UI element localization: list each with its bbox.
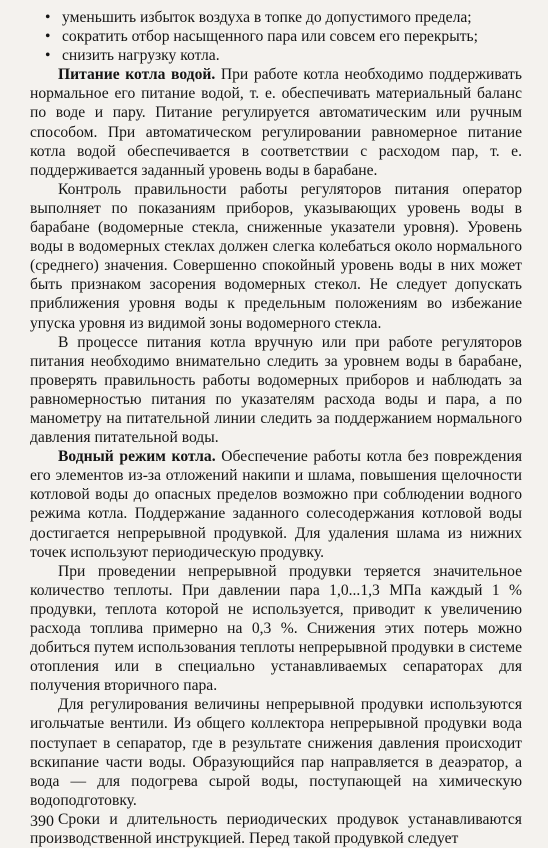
paragraph-periodic-blowdown bbox=[30, 810, 522, 848]
paragraph-manual-feeding bbox=[30, 333, 522, 448]
paragraph-text: При проведении непрерывной продувки теряется значительное количество теплоты. При давлении пара 1,0...1,3 МПа каждый 1 % продувки, теплота которой не используется, приводит к увеличению расхода топлива примерно на 0,3 %. Снижения этих потерь можно добиться путем использования теплоты непрерывной продувки в системе отопления или в специально устанавливаемых сепараторах для получения вторичного пара. bbox=[30, 562, 522, 695]
paragraph-continuous-blowdown bbox=[30, 562, 522, 696]
paragraph-level-control bbox=[30, 180, 522, 333]
paragraph-text: Контроль правильности работы регуляторов питания оператор выполняет по показаниям приборов, указывающих уровень воды в барабане (водомерные стекла, сниженные указатели уровня). Уровень воды в водомерных стеклах должен слегка колебаться около нормального (среднего) значения. Совершенно спокойный уровень воды в них может быть признаком засорения водомерных стекол. Не следует допускать приближения уровня воды к предельным положениям во избежание упуска уровня из видимой зоны водомерного стекла. bbox=[30, 180, 522, 332]
list-item: • сократить отбор насыщенного пара или совсем его перекрыть; bbox=[62, 27, 522, 46]
paragraph-text: Обеспечение работы котла без повреждения его элементов из-за отложений накипи и шлама, повышения щелочности котловой воды до опасных пределов возможно при соблюдении водного режима котла. Поддержание заданного солесодержания котловой воды достигается непрерывной продувкой. Для удаления шлама из нижних точек используют периодическую продувку. bbox=[30, 448, 523, 561]
paragraph-text: При работе котла необходимо поддерживать нормальное его питание водой, т. е. обеспечивать материальный баланс по воде и пару. Питание регулируется автоматическим или ручным способом. При автоматическом регулировании равномерное питание котла водой обеспечивается в соответствии с расходом пар, т. е. поддерживается заданный уровень воды в барабане. bbox=[30, 66, 522, 179]
paragraph-boiler-feeding bbox=[30, 65, 522, 180]
section-heading: Водный режим котла. bbox=[58, 448, 216, 466]
bullet-list bbox=[30, 8, 522, 65]
paragraph-blowdown-regulation bbox=[30, 695, 522, 810]
list-item: • снизить нагрузку котла. bbox=[62, 46, 522, 65]
paragraph-text: Сроки и длительность периодических продувок устанавливаются производственной инструкцией. Перед такой продувкой следует bbox=[30, 810, 522, 848]
section-heading: Питание котла водой. bbox=[58, 66, 216, 84]
paragraph-text: Для регулирования величины непрерывной продувки используются игольчатые вентили. Из общего коллектора непрерывной продувки вода поступает в сепаратор, где в результате снижения давления происходит вскипание части воды. Образующийся пар направляется в деаэратор, а вода — для подогрева сырой воды, поступающей на химическую водоподготовку. bbox=[30, 696, 522, 809]
paragraph-water-regime bbox=[30, 447, 522, 562]
page-number: 390 bbox=[30, 813, 54, 830]
paragraph-text: В процессе питания котла вручную или при работе регуляторов питания необходимо внимательно следить за уровнем воды в барабане, проверять правильность работы водомерных приборов и наблюдать за равномерностью питания по указателям расхода воды и пара, а по манометру на питательной линии следить за поддержанием нормального давления питательной воды. bbox=[30, 333, 522, 447]
list-item: • уменьшить избыток воздуха в топке до допустимого предела; bbox=[62, 8, 522, 27]
page-text bbox=[30, 8, 522, 848]
